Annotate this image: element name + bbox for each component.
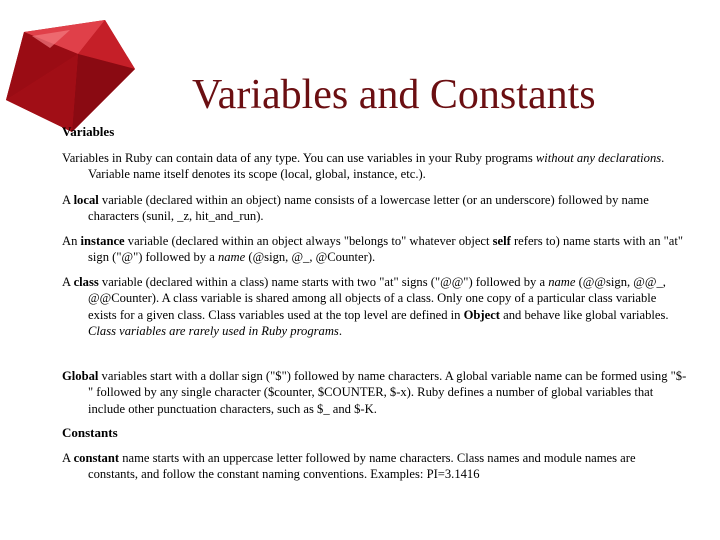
text-run: An [62, 234, 81, 248]
text-run: variable (declared within an object) name consists of a lowercase letter (or an underscore) followed by name characters (sunil, _z, hit_and_run). [88, 193, 649, 224]
text-run-bold: Object [463, 307, 500, 322]
text-run-italic: name [217, 250, 246, 265]
page-title: Variables and Constants [192, 72, 596, 118]
text-run-bold: instance [80, 234, 125, 248]
text-run: variable (declared within a class) name starts with two "at" signs ("@@") followed by a [98, 275, 549, 289]
text-run: A [62, 451, 74, 465]
text-run-bold: class [73, 275, 99, 289]
text-run-italic: without any declarations [535, 151, 662, 165]
text-run: (@@sign, @@_, @@Counter). A class variable is shared among all objects of a class. Only one copy of a particular class variable exists for a given class. Class variables used at the top level are defined in [88, 275, 666, 322]
text-run: . [338, 324, 342, 339]
text-run-bold: self [492, 234, 511, 248]
text-run-italic: name [548, 275, 576, 289]
text-run: name starts with an uppercase letter followed by name characters. Class names and module names are constants, and follow the constant naming conventions. Examples: PI=3.1416 [88, 451, 636, 482]
text-run-bold: Global [62, 369, 99, 383]
section-heading-constants: Constants [62, 425, 118, 440]
paragraph-constants [62, 450, 688, 483]
text-run-bold: local [73, 193, 99, 207]
paragraph-variables-intro [62, 150, 688, 183]
ruby-logo-icon [0, 14, 140, 134]
paragraph-class-variable [62, 274, 688, 340]
text-run-italic: Class variables are rarely used in Ruby programs [88, 324, 339, 339]
text-run: refers to) name starts with an "at" sign ("@") followed by a [88, 234, 684, 265]
text-run: Variables in Ruby can contain data of any type. You can use variables in your Ruby programs [62, 151, 536, 165]
section-heading-variables: Variables [62, 124, 115, 139]
text-run: (@sign, @_, @Counter). [245, 250, 376, 265]
text-run: variables start with a dollar sign ("$") followed by name characters. A global variable name can be formed using "$-" followed by any single character ($counter, $COUNTER, $-x). Ruby defines a number of global variables that include other punctuation characters, such as $_ and $-K. [88, 369, 687, 416]
text-run: . Variable name itself denotes its scope (local, global, instance, etc.). [88, 151, 665, 182]
text-run: A [62, 193, 74, 207]
text-run: variable (declared within an object always "belongs to" whatever object [124, 234, 493, 248]
text-run-bold: constant [73, 451, 120, 465]
paragraph-local-variable [62, 192, 688, 225]
paragraph-global-variable [62, 368, 688, 417]
paragraph-instance-variable [62, 233, 688, 266]
text-run: and behave like global variables. [499, 307, 669, 322]
text-run: A [62, 275, 74, 289]
